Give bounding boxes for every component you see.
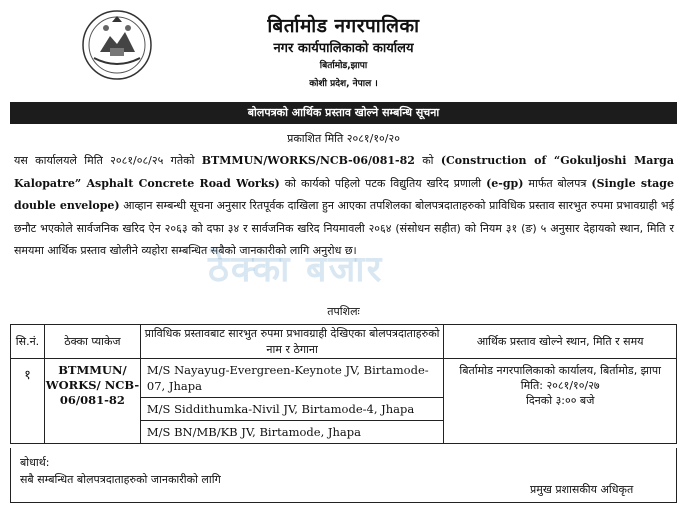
notice-body	[14, 150, 674, 263]
footnote-label: बोधार्थ:	[20, 456, 50, 469]
body-ref: BTMMUN/WORKS/NCB-06/081-82	[201, 154, 415, 167]
office-address: बिर्तामोड,झापा	[319, 61, 368, 71]
cell-bidder-3: M/S BN/MB/KB JV, Birtamode, Jhapa	[140, 421, 443, 444]
province-line: कोशी प्रदेश, नेपाल ।	[309, 79, 378, 89]
body-part4: मार्फत बोलपत्र	[523, 176, 592, 190]
opening-time: दिनको ३:०० बजे	[525, 394, 595, 407]
body-part5: आव्हान सम्बन्धी सूचना अनुसार रितपूर्वक दाखिला हुन आएका तपशिलका बोलपत्रदाताहरुको प्राविधिक प्रस्ताव सारभुत रुपमा प्रभावग्राही भई छनौट भएकोले सार्वजनिक खरिद ऐन २०६३ को दफा ३४ र सार्वजनिक खरिद नियमावली २०६४ (संसोधन सहीत) को नियम ३१ (ङ) ५ अनुसार देहायको स्थान, मिति र समयमा आर्थिक प्रस्ताव खोलीने व्यहोरा सम्बन्धित सबैको जानकारीको लागि अनुरोध छ।	[14, 199, 674, 257]
table-header-row	[11, 325, 677, 359]
cell-opening	[444, 359, 677, 444]
published-date: प्रकाशित मिति २०८१/१०/२०	[287, 132, 400, 145]
watermark: ठेक्का बजार	[208, 249, 384, 290]
header-package: ठेक्का प्याकेज	[44, 325, 140, 359]
body-part2: को	[414, 154, 441, 167]
header-sn: सि.नं.	[11, 325, 45, 359]
header-bidders: प्राविधिक प्रस्तावबाट सारभुत रुपमा प्रभावग्राही देखिएका बोलपत्रदाताहरुको नाम र ठेगाना	[140, 325, 443, 359]
body-envelope: (Single stage double envelope)	[14, 176, 674, 212]
office-subtitle: नगर कार्यपालिकाको कार्यालय	[273, 41, 414, 56]
signature: प्रमुख प्रशासकीय अधिकृत	[530, 483, 634, 496]
municipality-title: बिर्तामोड नगरपालिका	[267, 15, 420, 37]
table-row	[11, 359, 677, 398]
body-part1: यस कार्यालयले मिति २०८१/०८/२५ गतेको	[14, 154, 202, 167]
notice-banner: बोलपत्रको आर्थिक प्रस्ताव खोल्ने सम्बन्धि सूचना	[10, 102, 677, 124]
body-egp: (e-gp)	[486, 176, 524, 190]
header-opening: आर्थिक प्रस्ताव खोल्ने स्थान, मिति र समय	[444, 325, 677, 359]
cell-bidder-1: M/S Nayayug-Evergreen-Keynote JV, Birtamode-07, Jhapa	[140, 359, 443, 398]
opening-place: बिर्तामोड नगरपालिकाको कार्यालय, बिर्तामोड, झापा	[459, 364, 661, 377]
cell-sn: १	[11, 359, 45, 444]
bidders-table	[10, 324, 677, 444]
body-project: (Construction of “Gokuljoshi Marga Kalopatre” Asphalt Concrete Road Works)	[14, 154, 674, 190]
opening-date: मिति: २०८१/१०/२७	[520, 379, 600, 392]
cell-bidder-2: M/S Siddithumka-Nivil JV, Birtamode-4, Jhapa	[140, 398, 443, 421]
footnote-text: सबै सम्बन्धित बोलपत्रदाताहरुको जानकारीको लागि	[20, 473, 221, 486]
body-part3: को कार्यको पहिलो पटक विद्युतिय खरिद प्रणाली	[279, 176, 487, 190]
cell-package: BTMMUN/ WORKS/ NCB- 06/081-82	[44, 359, 140, 444]
table-label: तपशिलः	[327, 305, 360, 318]
